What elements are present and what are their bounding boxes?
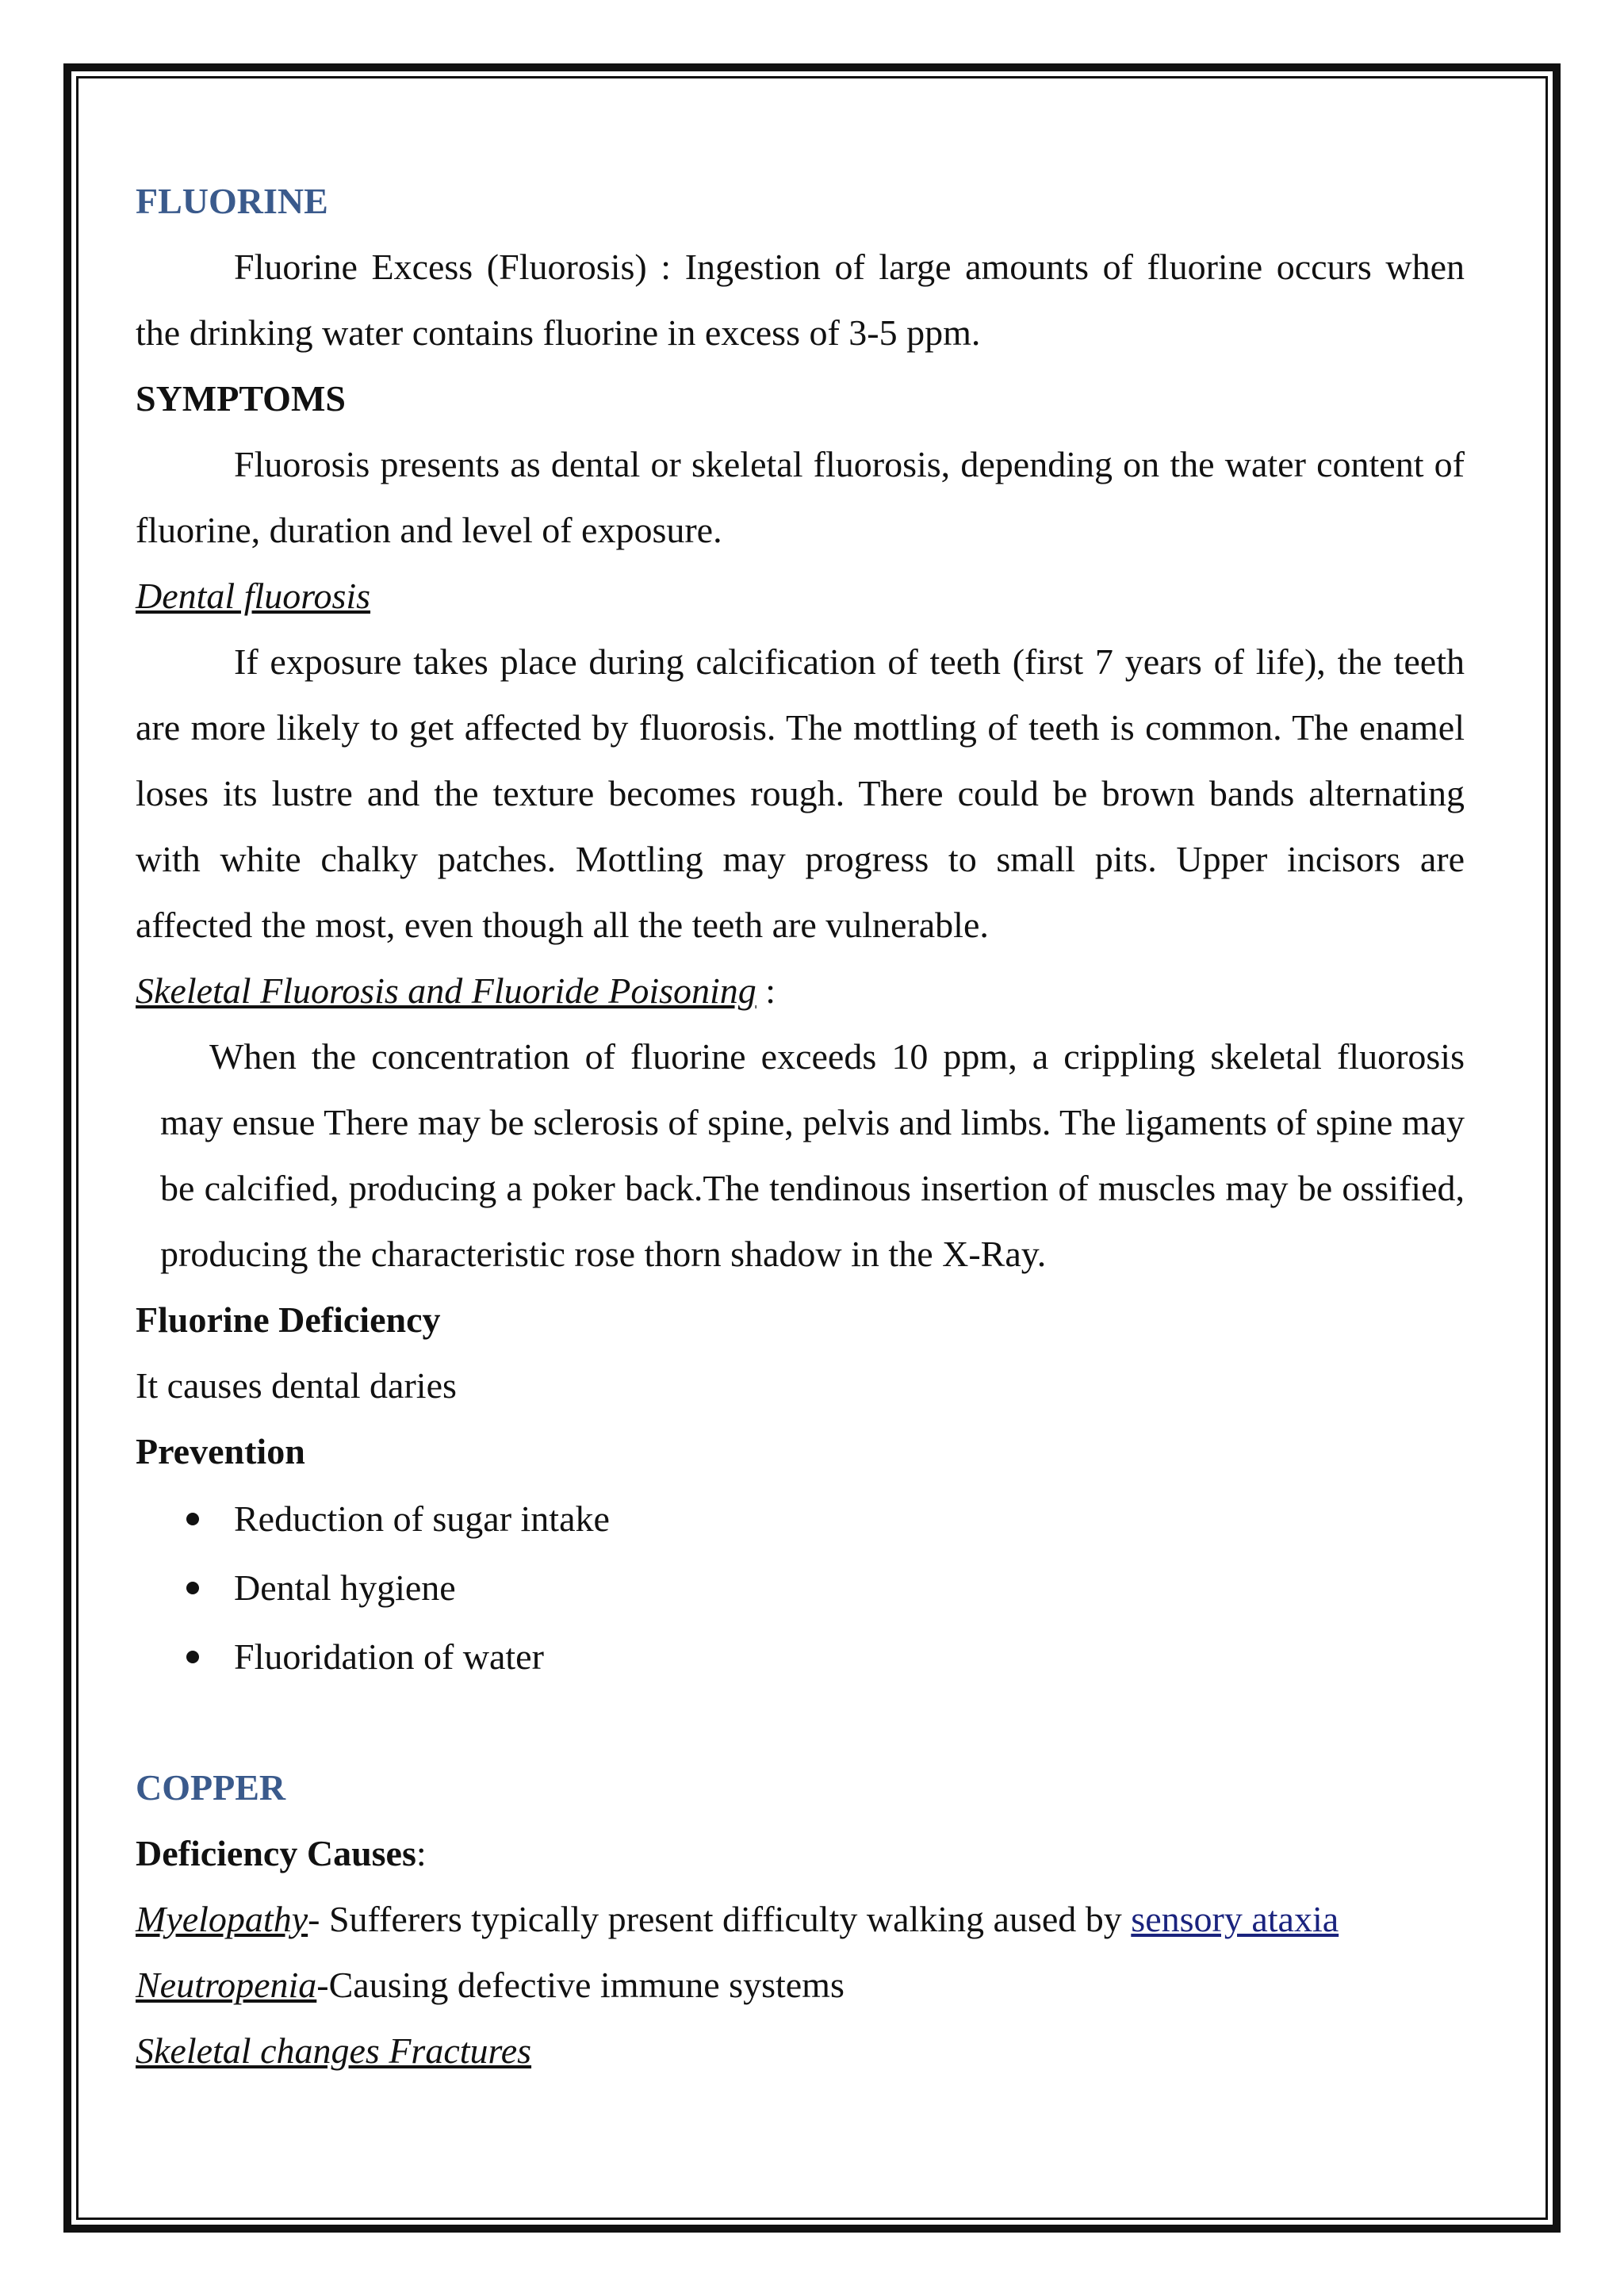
skeletal-fluorosis-title: Skeletal Fluorosis and Fluoride Poisoning	[136, 970, 756, 1011]
dental-fluorosis-paragraph: If exposure takes place during calcification of teeth (first 7 years of life), the teeth are more likely to get affected by fluorosis. The mottling of teeth is common. The enamel loses its lustre and the texture becomes rough. There could be brown bands alternating with white chalky patches. Mottling may progress to small pits. Upper incisors are affected the most, even though all the teeth are vulnerable.	[136, 641, 1465, 945]
skeletal-changes-line	[136, 2018, 1465, 2084]
fluorine-deficiency-text: It causes dental daries	[136, 1365, 457, 1406]
bullet-icon	[186, 1651, 199, 1663]
bullet-icon	[186, 1513, 199, 1525]
myelopathy-term: Myelopathy	[136, 1899, 308, 1939]
neutropenia-text: -Causing defective immune systems	[316, 1965, 845, 2005]
prevention-item-label: Fluoridation of water	[234, 1636, 544, 1677]
copper-deficiency-heading	[136, 1820, 1465, 1886]
symptoms-heading: SYMPTOMS	[136, 378, 346, 419]
copper-heading: COPPER	[136, 1767, 286, 1808]
skeletal-fluorosis-text: When the concentration of fluorine exceeds 10 ppm, a crippling skeletal fluorosis may ensue There may be sclerosis of spine, pelvis and limbs. The ligaments of spine may be calcified, producing a poker back.The tendinous insertion of muscles may be ossified, producing the characteristic rose thorn shadow in the X-Ray.	[160, 1036, 1465, 1274]
copper-deficiency-title: Deficiency Causes	[136, 1833, 416, 1873]
list-item	[136, 1622, 1465, 1691]
neutropenia-term: Neutropenia	[136, 1965, 317, 2005]
prevention-list	[136, 1484, 1465, 1691]
skeletal-fluorosis-heading	[136, 958, 1465, 1024]
dental-fluorosis-title: Dental fluorosis	[136, 576, 371, 616]
document-content	[136, 168, 1465, 2084]
symptoms-paragraph: Fluorosis presents as dental or skeletal fluorosis, depending on the water content of fluorine, duration and level of exposure.	[136, 444, 1465, 550]
prevention-heading: Prevention	[136, 1431, 305, 1471]
neutropenia-line	[136, 1952, 1465, 2018]
skeletal-changes-term: Skeletal changes Fractures	[136, 2030, 532, 2071]
copper-deficiency-colon: :	[416, 1833, 427, 1873]
skeletal-fluorosis-paragraph	[136, 1024, 1465, 1287]
sensory-ataxia-link[interactable]: sensory ataxia	[1131, 1899, 1339, 1939]
section-spacer	[136, 1691, 1465, 1755]
list-item	[136, 1553, 1465, 1622]
list-item	[136, 1484, 1465, 1553]
bullet-icon	[186, 1582, 199, 1594]
fluorine-heading: FLUORINE	[136, 181, 328, 221]
prevention-item-label: Dental hygiene	[234, 1567, 456, 1608]
fluorine-excess-paragraph: Fluorine Excess (Fluorosis) : Ingestion of large amounts of fluorine occurs when the drinking water contains fluorine in excess of 3-5 ppm.	[136, 247, 1465, 353]
myelopathy-text: - Sufferers typically present difficulty walking aused by	[308, 1899, 1132, 1939]
prevention-item-label: Reduction of sugar intake	[234, 1498, 610, 1539]
dental-fluorosis-heading	[136, 563, 1465, 629]
fluorine-deficiency-heading: Fluorine Deficiency	[136, 1299, 441, 1340]
skeletal-fluorosis-colon: :	[756, 970, 776, 1011]
myelopathy-line	[136, 1886, 1465, 1952]
